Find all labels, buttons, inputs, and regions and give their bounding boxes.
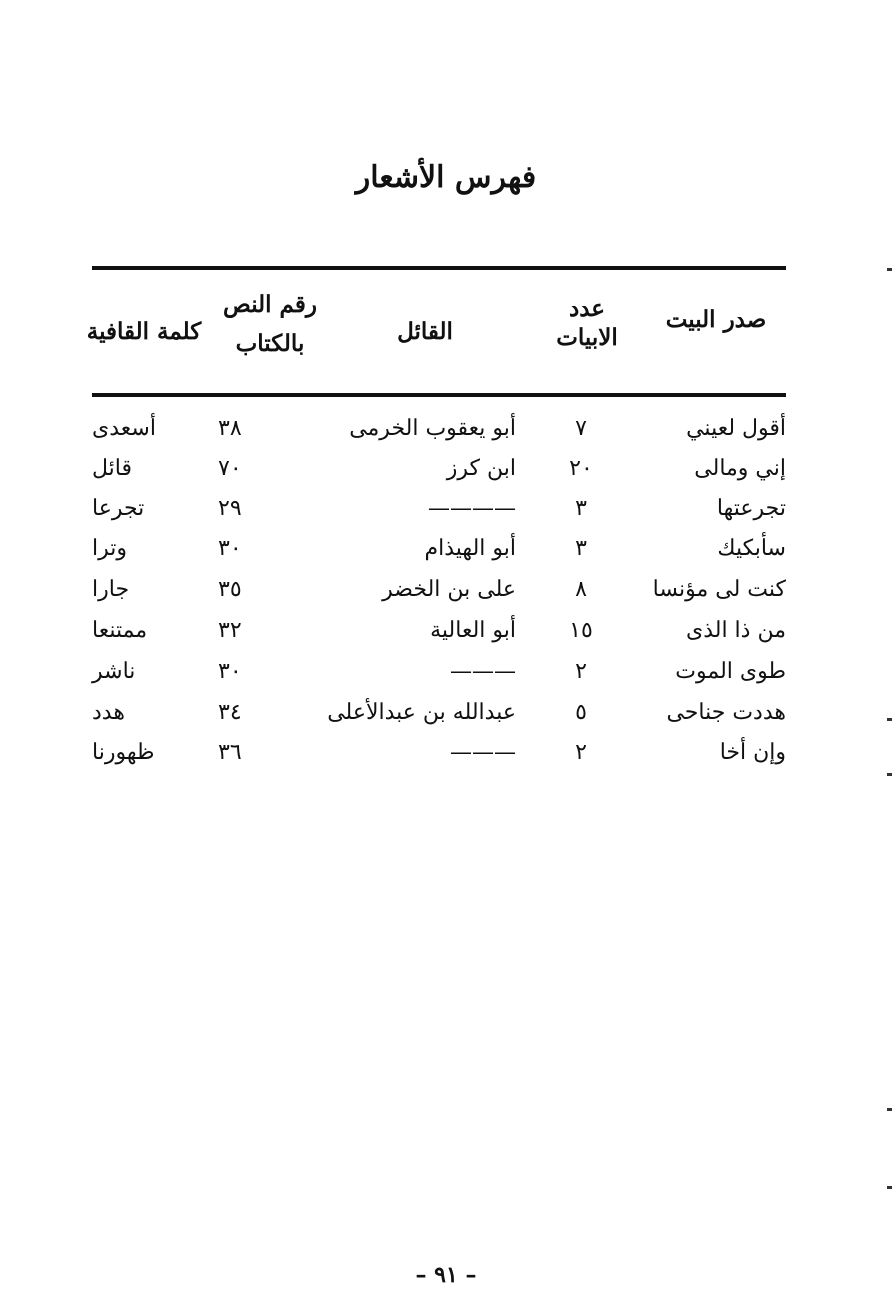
table-top-rule xyxy=(92,266,786,270)
header-text-number-line2: بالكتاب xyxy=(235,330,305,358)
cell-verse-start: سأبكيك xyxy=(717,536,786,561)
cell-verse-count: ٧ xyxy=(575,416,587,441)
cell-rhyme-word: ظهورنا xyxy=(92,740,155,765)
cell-poet: أبو يعقوب الخرمى xyxy=(349,416,516,441)
cell-verse-start: هددت جناحى xyxy=(666,700,786,725)
cell-text-number: ٣٨ xyxy=(218,416,242,441)
cell-poet: أبو الهيذام xyxy=(424,536,516,561)
cell-verse-start: تجرعتها xyxy=(716,496,786,521)
cell-text-number: ٢٩ xyxy=(218,496,242,521)
scan-edge-mark xyxy=(887,773,892,776)
cell-rhyme-word: أسعدى xyxy=(92,416,156,441)
cell-verse-start: من ذا الذى xyxy=(685,618,786,643)
cell-poet: عبدالله بن عبدالأعلى xyxy=(327,700,516,725)
scan-edge-mark xyxy=(887,1186,892,1189)
header-verse-count: عدد الابيات xyxy=(556,295,618,351)
cell-verse-count: ٣ xyxy=(575,496,587,521)
header-poet: القائل xyxy=(397,318,453,345)
cell-text-number: ٧٠ xyxy=(218,456,242,481)
cell-rhyme-word: ممتنعا xyxy=(92,618,148,643)
cell-poet: أبو العالية xyxy=(430,618,516,643)
table-row xyxy=(92,496,786,536)
cell-text-number: ٣٤ xyxy=(218,700,242,725)
header-verse-start: صدر البيت xyxy=(665,306,767,333)
cell-text-number: ٣٢ xyxy=(218,618,242,643)
cell-rhyme-word: هدد xyxy=(92,700,125,725)
scan-edge-mark xyxy=(887,1108,892,1111)
cell-rhyme-word: ناشر xyxy=(92,659,136,684)
table-row xyxy=(92,577,786,617)
header-text-number xyxy=(210,285,330,363)
header-text-number-line1: رقم النص xyxy=(223,291,317,318)
cell-text-number: ٣٠ xyxy=(218,659,242,684)
cell-text-number: ٣٠ xyxy=(218,536,242,561)
cell-poet: على بن الخضر xyxy=(382,577,516,602)
cell-verse-count: ٢ xyxy=(575,740,587,765)
table-row xyxy=(92,618,786,658)
scan-edge-mark xyxy=(887,718,892,721)
cell-verse-start: أقول لعيني xyxy=(686,416,786,441)
cell-verse-start: وإن أخا xyxy=(719,740,786,765)
cell-poet: ———— xyxy=(428,496,516,521)
cell-verse-count: ٥ xyxy=(575,700,587,725)
cell-verse-count: ٢ xyxy=(575,659,587,684)
cell-verse-start: طوى الموت xyxy=(675,659,786,684)
table-row xyxy=(92,700,786,740)
cell-rhyme-word: تجرعا xyxy=(92,496,145,521)
table-row xyxy=(92,416,786,456)
cell-verse-start: كنت لى مؤنسا xyxy=(652,577,786,602)
cell-poet: ——— xyxy=(450,659,516,684)
table-row xyxy=(92,740,786,780)
cell-text-number: ٣٥ xyxy=(218,577,242,602)
table-row xyxy=(92,456,786,496)
cell-verse-count: ١٥ xyxy=(569,618,593,643)
cell-verse-start: إني ومالى xyxy=(694,456,786,481)
cell-rhyme-word: وترا xyxy=(92,536,127,561)
cell-poet: ابن كرز xyxy=(446,456,516,481)
table-row xyxy=(92,659,786,699)
scan-edge-mark xyxy=(887,268,892,271)
table-row xyxy=(92,536,786,576)
cell-verse-count: ٣ xyxy=(575,536,587,561)
header-rhyme-word: كلمة القافية xyxy=(86,318,202,345)
cell-rhyme-word: جارا xyxy=(92,577,130,602)
page-title: فهرس الأشعار xyxy=(355,160,537,195)
header-bottom-rule xyxy=(92,393,786,397)
cell-rhyme-word: قائل xyxy=(92,456,133,481)
cell-verse-count: ٢٠ xyxy=(569,456,593,481)
cell-verse-count: ٨ xyxy=(575,577,587,602)
page-number: – ٩١ – xyxy=(415,1262,477,1288)
cell-poet: ——— xyxy=(450,740,516,765)
cell-text-number: ٣٦ xyxy=(218,740,242,765)
